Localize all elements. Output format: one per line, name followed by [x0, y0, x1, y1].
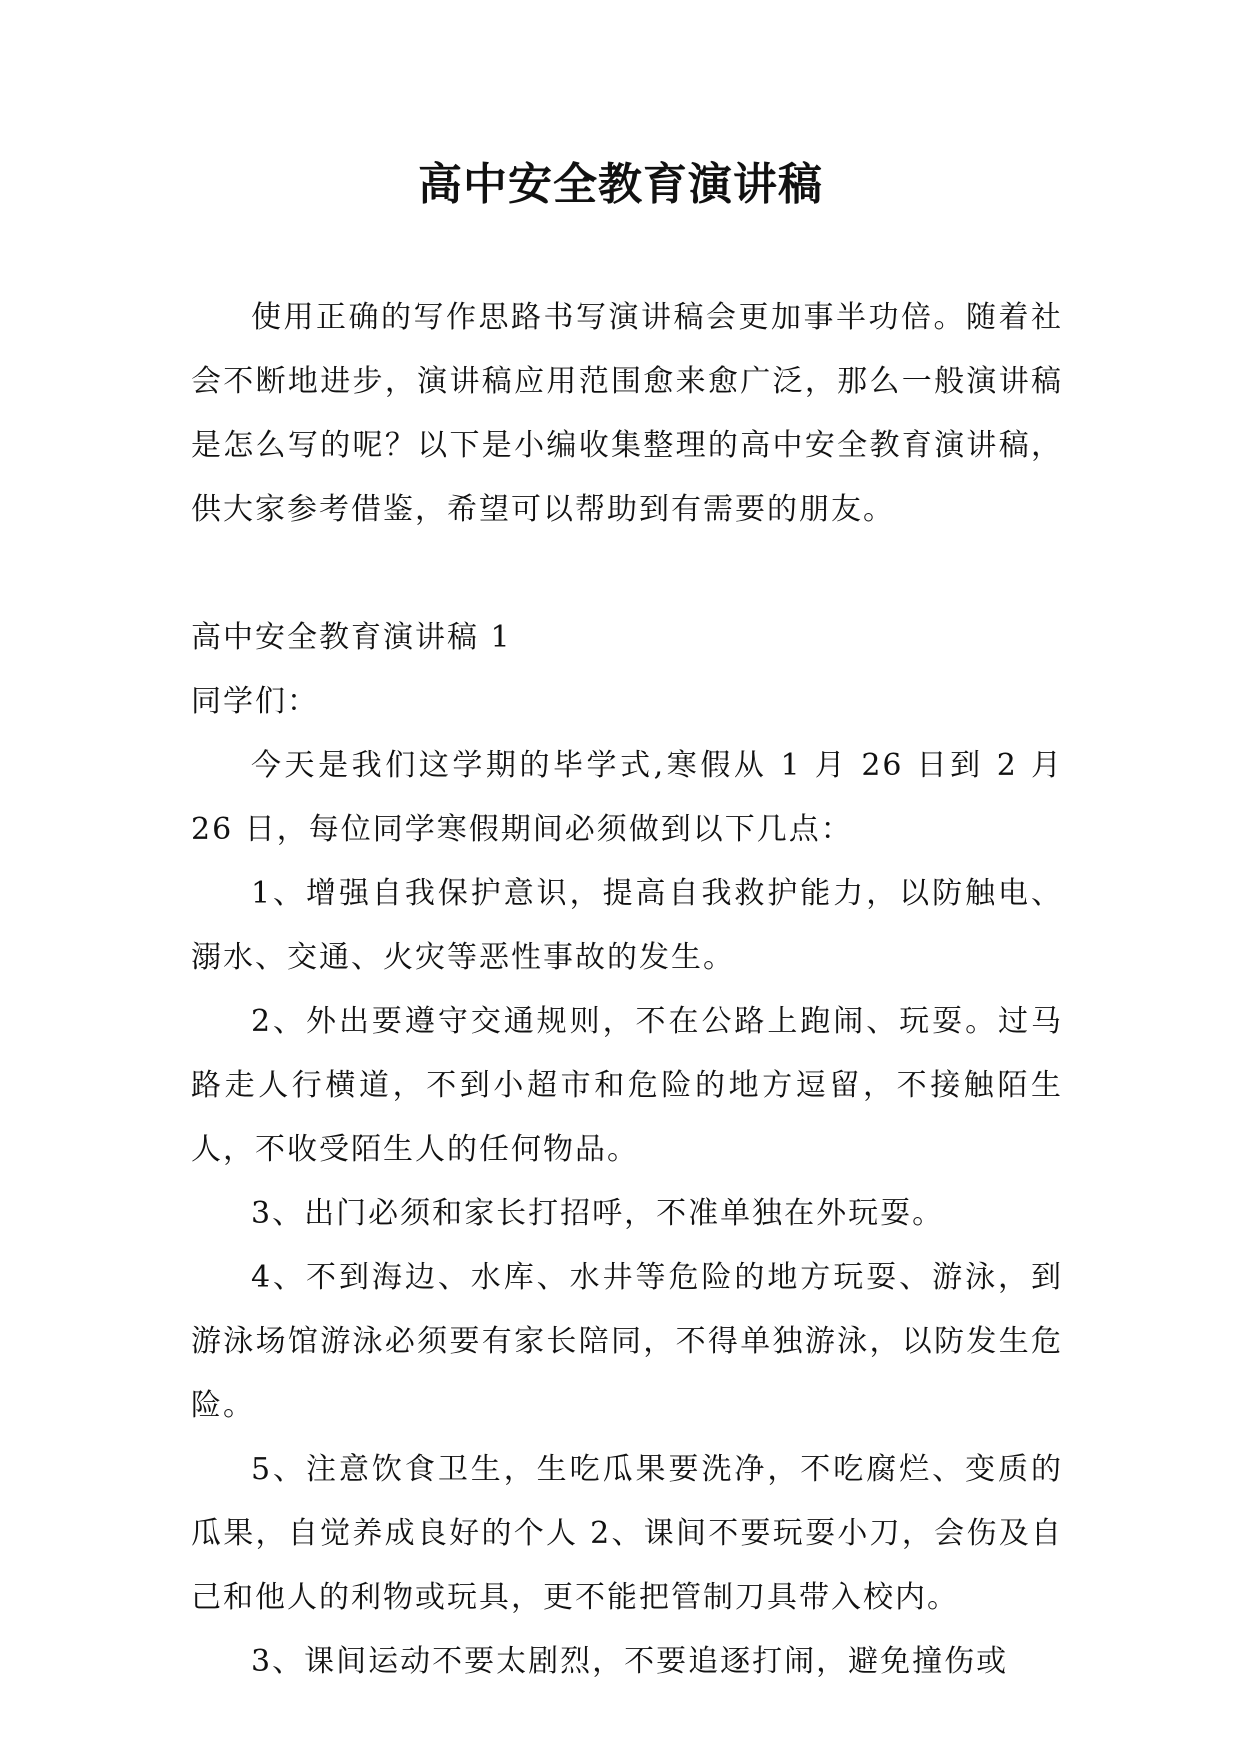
paragraph-spacer [191, 542, 1063, 606]
body-paragraph-5: 4、不到海边、水库、水井等危险的地方玩耍、游泳，到游泳场馆游泳必须要有家长陪同，不得单独游泳，以防发生危险。 [191, 1260, 1063, 1423]
section-heading: 高中安全教育演讲稿 1 [191, 620, 512, 655]
body-paragraph-6: 5、注意饮食卫生，生吃瓜果要洗净，不吃腐烂、变质的瓜果，自觉养成良好的个人 2、课间不要玩耍小刀，会伤及自己和他人的利物或玩具，更不能把管制刀具带入校内。 [191, 1452, 1063, 1615]
body-paragraph-7: 3、课间运动不要太剧烈，不要追逐打闹，避免撞伤或 [251, 1644, 1009, 1679]
document-title: 高中安全教育演讲稿 [418, 159, 823, 210]
body-paragraph-4: 3、出门必须和家长打招呼，不准单独在外玩耍。 [251, 1196, 945, 1231]
intro-paragraph: 使用正确的写作思路书写演讲稿会更加事半功倍。随着社会不断地进步，演讲稿应用范围愈来愈广泛，那么一般演讲稿是怎么写的呢？以下是小编收集整理的高中安全教育演讲稿，供大家参考借鉴，希望可以帮助到有需要的朋友。 [191, 300, 1063, 527]
body-paragraph-3: 2、外出要遵守交通规则，不在公路上跑闹、玩耍。过马路走人行横道，不到小超市和危险的地方逗留，不接触陌生人，不收受陌生人的任何物品。 [191, 1004, 1063, 1167]
greeting: 同学们： [191, 684, 319, 719]
body-paragraph-2: 1、增强自我保护意识，提高自我救护能力，以防触电、溺水、交通、火灾等恶性事故的发生。 [191, 876, 1063, 975]
body-paragraph-1: 今天是我们这学期的毕学式,寒假从 1 月 26 日到 2 月 26 日，每位同学寒假期间必须做到以下几点： [191, 748, 1063, 847]
document-body [191, 286, 1063, 1694]
